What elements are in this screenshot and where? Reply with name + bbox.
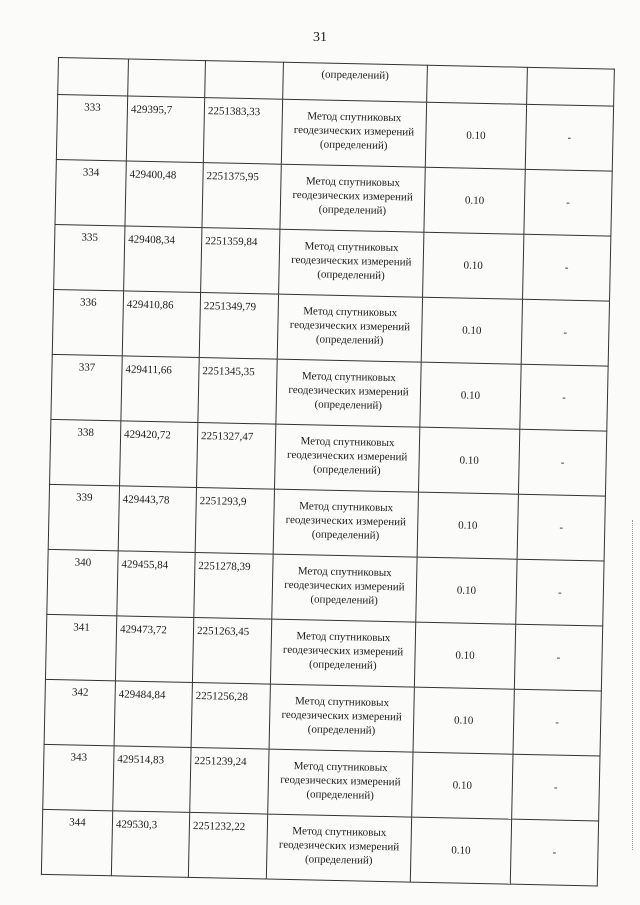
table-row <box>48 484 605 561</box>
description-cell: - <box>524 169 612 236</box>
table-row <box>43 744 600 821</box>
table-row <box>47 549 604 626</box>
accuracy-cell: 0.10 <box>410 817 511 884</box>
method-line: Метод спутниковых <box>299 500 394 515</box>
header-cell-empty <box>58 58 129 96</box>
method-cell <box>273 489 418 557</box>
header-cell-empty <box>205 61 284 100</box>
page-number: 31 <box>313 30 327 45</box>
method-line: геодезических измерений <box>281 708 403 724</box>
x-coordinate-cell: 429408,34 <box>124 226 202 293</box>
method-line: геодезических измерений <box>288 383 409 399</box>
accuracy-cell: 0.10 <box>421 297 522 364</box>
method-line: Метод спутниковых <box>304 240 399 255</box>
method-line: геодезических измерений <box>293 123 415 139</box>
header-cell-empty <box>128 59 206 98</box>
y-coordinate-cell: 2251263,45 <box>192 617 271 684</box>
method-line: геодезических измерений <box>289 318 411 334</box>
accuracy-cell: 0.10 <box>416 557 517 624</box>
method-line: Метод спутниковых <box>297 565 392 580</box>
y-coordinate-cell: 2251278,39 <box>194 552 273 619</box>
y-coordinate-cell: 2251256,28 <box>191 682 270 749</box>
coordinates-table-container <box>41 57 614 886</box>
table-row <box>51 354 608 431</box>
x-coordinate-cell: 429473,72 <box>115 616 193 683</box>
point-number-cell: 335 <box>54 224 125 290</box>
method-line: (определений) <box>314 398 383 412</box>
method-line: геодезических измерений <box>280 773 401 789</box>
y-coordinate-cell: 2251327,47 <box>197 423 276 490</box>
y-coordinate-cell: 2251349,79 <box>199 293 278 360</box>
method-line: Метод спутниковых <box>307 110 402 125</box>
y-coordinate-cell: 2251239,24 <box>190 747 269 814</box>
method-line: геодезических измерений <box>278 838 400 854</box>
table-row <box>50 419 607 496</box>
description-cell: - <box>523 234 611 301</box>
method-line: Метод спутниковых <box>305 175 401 190</box>
y-coordinate-cell: 2251345,35 <box>198 358 277 425</box>
description-cell: - <box>516 559 604 626</box>
x-coordinate-cell: 429410,86 <box>122 291 200 358</box>
method-line: геодезических измерений <box>285 513 407 529</box>
accuracy-cell: 0.10 <box>412 752 513 819</box>
description-cell: - <box>512 754 600 821</box>
point-number-cell: 343 <box>43 744 114 810</box>
method-line: (определений) <box>318 203 387 217</box>
description-cell: - <box>513 689 601 756</box>
x-coordinate-cell: 429395,7 <box>126 96 204 163</box>
y-coordinate-cell: 2251383,33 <box>203 98 282 165</box>
method-cell <box>277 294 422 362</box>
method-cell <box>272 554 417 622</box>
coordinates-table <box>41 57 615 886</box>
method-line: геодезических измерений <box>282 643 404 659</box>
method-cell <box>281 99 426 167</box>
x-coordinate-cell: 429484,84 <box>114 681 192 748</box>
y-coordinate-cell: 2251375,95 <box>202 163 281 230</box>
method-cell <box>270 619 415 687</box>
point-number-cell: 344 <box>41 809 112 875</box>
x-coordinate-cell: 429443,78 <box>118 486 196 553</box>
description-cell: - <box>521 299 609 366</box>
point-number-cell: 339 <box>48 484 119 550</box>
point-number-cell: 338 <box>50 419 121 485</box>
method-line: Метод спутниковых <box>296 630 391 645</box>
point-number-cell: 334 <box>55 159 126 225</box>
method-cell <box>268 749 413 817</box>
method-line: (определений) <box>317 268 385 282</box>
method-cell <box>280 164 425 232</box>
accuracy-cell: 0.10 <box>413 687 514 754</box>
x-coordinate-cell: 429455,84 <box>117 551 195 618</box>
method-line: геодезических измерений <box>292 188 413 204</box>
point-number-cell: 336 <box>52 289 123 355</box>
method-cell <box>274 424 419 492</box>
method-line: (определений) <box>313 463 381 477</box>
method-line: Метод спутниковых <box>300 435 395 450</box>
point-number-cell: 337 <box>51 354 122 420</box>
x-coordinate-cell: 429420,72 <box>120 421 198 488</box>
method-cell <box>279 229 424 297</box>
accuracy-cell: 0.10 <box>418 427 519 494</box>
method-line: Метод спутниковых <box>294 695 390 710</box>
description-cell: - <box>518 429 606 496</box>
table-row <box>44 679 601 756</box>
description-cell: - <box>517 494 605 561</box>
method-line: (определений) <box>315 333 384 347</box>
method-line: геодезических измерений <box>284 578 405 594</box>
accuracy-cell: 0.10 <box>420 362 521 429</box>
method-cell <box>269 684 414 752</box>
point-number-cell: 340 <box>47 549 118 615</box>
header-cell-empty <box>527 67 615 106</box>
method-line: геодезических измерений <box>291 253 412 269</box>
accuracy-cell: 0.10 <box>424 167 525 234</box>
x-coordinate-cell: 429530,3 <box>111 811 189 878</box>
y-coordinate-cell: 2251232,22 <box>188 812 267 879</box>
method-cell <box>276 359 421 427</box>
method-line: (определений) <box>319 138 388 152</box>
table-row <box>55 159 612 236</box>
accuracy-cell: 0.10 <box>414 622 515 689</box>
method-line: (определений) <box>307 723 376 737</box>
method-line: (определений) <box>310 593 379 607</box>
accuracy-cell: 0.10 <box>417 492 518 559</box>
method-line: (определений) <box>311 528 380 542</box>
point-number-cell: 333 <box>56 95 127 161</box>
description-cell: - <box>525 104 613 171</box>
accuracy-cell: 0.10 <box>425 102 526 169</box>
method-cell <box>266 814 411 882</box>
y-coordinate-cell: 2251293,9 <box>195 487 274 554</box>
method-line: (определений) <box>308 658 377 672</box>
y-coordinate-cell: 2251359,84 <box>201 228 280 295</box>
x-coordinate-cell: 429411,66 <box>121 356 199 423</box>
point-number-cell: 342 <box>44 679 115 745</box>
table-row <box>56 95 613 172</box>
method-line: (определений) <box>306 788 374 802</box>
table-row <box>54 224 611 301</box>
method-line: Метод спутниковых <box>303 305 398 320</box>
method-line: Метод спутниковых <box>292 825 387 840</box>
x-coordinate-cell: 429400,48 <box>125 161 203 228</box>
scan-edge-line <box>632 520 634 850</box>
header-method-fragment: (определений) <box>283 62 428 102</box>
description-cell: - <box>510 819 598 886</box>
table-row <box>52 289 609 366</box>
description-cell: - <box>520 364 608 431</box>
header-cell-empty <box>427 65 528 104</box>
method-line: Метод спутниковых <box>301 370 396 385</box>
method-line: (определений) <box>304 853 373 867</box>
method-line: геодезических измерений <box>286 448 408 464</box>
table-row <box>45 614 602 691</box>
method-line: Метод спутниковых <box>293 760 388 775</box>
point-number-cell: 341 <box>45 614 116 680</box>
accuracy-cell: 0.10 <box>423 232 524 299</box>
table-row <box>41 809 598 886</box>
description-cell: - <box>514 624 602 691</box>
x-coordinate-cell: 429514,83 <box>113 746 191 813</box>
